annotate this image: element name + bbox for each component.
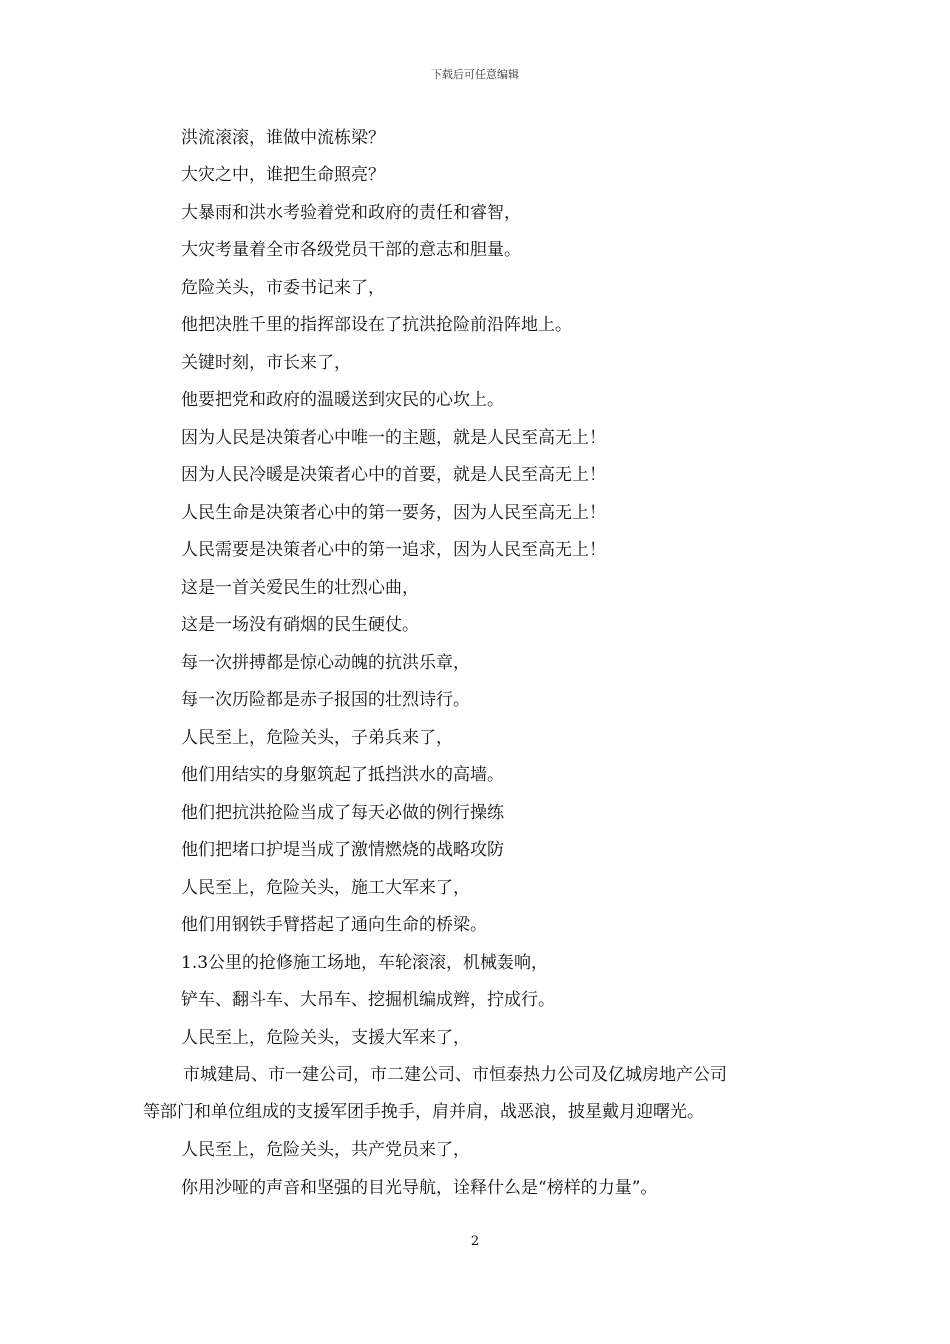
text-line: 人民至上，危险关头，支援大军来了， xyxy=(181,1028,470,1048)
text-line: 人民需要是决策者心中的第一追求，因为人民至高无上！ xyxy=(181,540,606,560)
paragraph-line: 等部门和单位组成的支援军团手挽手，肩并肩，战恶浪，披星戴月迎曙光。 xyxy=(143,1102,704,1122)
text-line: 他要把党和政府的温暖送到灾民的心坎上。 xyxy=(181,390,504,410)
text-line: 大暴雨和洪水考验着党和政府的责任和睿智， xyxy=(181,203,521,223)
text-line: 危险关头，市委书记来了， xyxy=(181,278,385,298)
page-number: 2 xyxy=(470,1234,480,1249)
text-line: 大灾之中，谁把生命照亮？ xyxy=(181,165,385,185)
text-line: 人民至上，危险关头，子弟兵来了， xyxy=(181,728,453,748)
text-line: 人民至上，危险关头，共产党员来了， xyxy=(181,1140,470,1160)
text-line: 每一次历险都是赤子报国的壮烈诗行。 xyxy=(181,690,470,710)
text-line: 人民至上，危险关头，施工大军来了， xyxy=(181,878,470,898)
text-line: 这是一首关爱民生的壮烈心曲， xyxy=(181,578,419,598)
text-line: 你用沙哑的声音和坚强的目光导航，诠释什么是“榜样的力量”。 xyxy=(181,1178,658,1198)
text-line: 这是一场没有硝烟的民生硬仗。 xyxy=(181,615,419,635)
text-line: 洪流滚滚，谁做中流栋梁？ xyxy=(181,128,385,148)
text-line: 铲车、翻斗车、大吊车、挖掘机编成辫，拧成行。 xyxy=(181,990,555,1010)
text-line: 人民生命是决策者心中的第一要务，因为人民至高无上！ xyxy=(181,503,606,523)
text-line: 因为人民冷暖是决策者心中的首要，就是人民至高无上！ xyxy=(181,465,606,485)
text-line: 他们用钢铁手臂搭起了通向生命的桥梁。 xyxy=(181,915,487,935)
text-line: 关键时刻，市长来了， xyxy=(181,353,351,373)
text-line: 他们用结实的身躯筑起了抵挡洪水的高墙。 xyxy=(181,765,504,785)
page-header: 下载后可任意编辑 xyxy=(431,68,519,81)
text-line: 他们把抗洪抢险当成了每天必做的例行操练 xyxy=(181,803,504,823)
text-line: 因为人民是决策者心中唯一的主题，就是人民至高无上！ xyxy=(181,428,606,448)
text-line: 1.3公里的抢修施工场地，车轮滚滚，机械轰响， xyxy=(181,953,549,973)
text-line: 每一次拼搏都是惊心动魄的抗洪乐章， xyxy=(181,653,470,673)
text-line: 大灾考量着全市各级党员干部的意志和胆量。 xyxy=(181,240,521,260)
text-line: 他们把堵口护堤当成了激情燃烧的战略攻防 xyxy=(181,840,504,860)
text-line: 他把决胜千里的指挥部设在了抗洪抢险前沿阵地上。 xyxy=(181,315,572,335)
paragraph-line: 市城建局、市一建公司，市二建公司、市恒泰热力公司及亿城房地产公司 xyxy=(183,1065,727,1085)
support-paragraph xyxy=(143,1057,811,1131)
